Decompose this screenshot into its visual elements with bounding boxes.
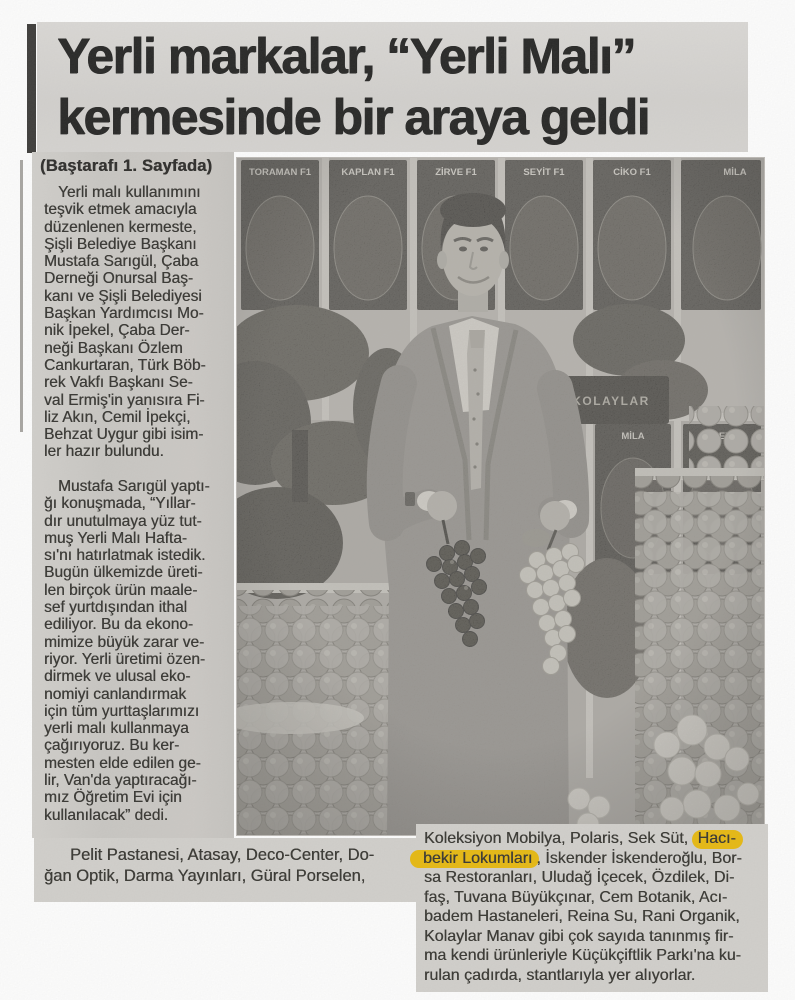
sponsor-line-1-text: Koleksiyon Mobilya, Polaris, Sek Süt,: [424, 830, 689, 847]
text-line: rulan çadırda, stantlarıyla yer alıyorlar.: [424, 966, 696, 984]
sponsor-lines-rest: [424, 868, 768, 985]
text-line: sı'nı hatırlatmak istedik.: [44, 547, 206, 565]
text-line: için tüm yurttaşlarımızı: [44, 702, 200, 720]
text-line: kanı ve Şişli Belediyesi: [44, 287, 202, 305]
text-line: Yerli malı kullanımını: [58, 184, 201, 201]
text-line: kullanılacak” dedi.: [44, 806, 169, 824]
photo-illustration: [237, 158, 764, 835]
sponsor-text-block: [416, 824, 768, 992]
photo-vignette: [237, 158, 764, 835]
headline-line-1: Yerli markalar, “Yerli Malı”: [57, 28, 635, 84]
text-line: Kolaylar Manav gibi çok sayıda tanınmış fir-: [424, 927, 734, 945]
text-line: mız Öğretim Evi için: [44, 789, 182, 807]
body-paragraph-2: [44, 478, 236, 824]
text-line: faş, Tuvana Büyükçınar, Cem Botanik, Acı-: [424, 888, 728, 906]
text-line: yerli malı kullanmaya: [44, 720, 189, 738]
text-line: Başkan Yardımcısı Mo-: [44, 305, 204, 323]
highlighted-text: Hacı-: [692, 830, 743, 849]
text-line: val Ermiş'in yanısıra Fi-: [44, 391, 205, 409]
text-line: çağırıyoruz. Bu ker-: [44, 737, 180, 755]
text-line: sa Restoranları, Uludağ İçecek, Özdilek, Di-: [424, 869, 735, 886]
sponsor-line-2: [424, 849, 768, 869]
text-line: badem Hastaneleri, Reina Su, Rani Organik,: [424, 908, 740, 925]
text-line: Şişli Belediye Başkanı: [44, 235, 197, 253]
headline-strip: [37, 22, 748, 152]
text-line: dır unutulmaya yüz tut-: [44, 512, 202, 530]
headline-left-bar: [27, 24, 36, 153]
caption-line-2: ğan Optik, Darma Yayınları, Güral Porselen,: [44, 867, 366, 885]
text-line: muş Yerli Malı Hafta-: [44, 529, 187, 547]
text-line: mimize büyük zarar ve-: [44, 633, 205, 651]
text-line: Cankurtaran, Türk Böb-: [44, 356, 206, 374]
sponsor-line-1: [424, 829, 768, 849]
text-line: Mustafa Sarıgül, Çaba: [44, 253, 199, 271]
body-paragraph-1: [44, 184, 236, 461]
text-line: neği Başkanı Özlem: [44, 339, 183, 357]
caption-line-1: Pelit Pastanesi, Atasay, Deco-Center, Do-: [70, 846, 375, 864]
article-photo: [237, 158, 764, 835]
highlighted-text: bekir Lokumları: [410, 850, 539, 869]
text-line: lir, Van'da yaptıracağı-: [44, 772, 197, 790]
text-line: ğı konuşmada, “Yıllar-: [44, 495, 196, 513]
text-line: len birçok ürün maale-: [44, 581, 198, 599]
headline-line-2: kermesinde bir araya geldi: [57, 89, 649, 145]
text-line: Mustafa Sarıgül yaptı-: [58, 478, 210, 495]
sponsor-line-2-text: , İskender İskenderoğlu, Bor-: [536, 849, 742, 867]
text-line: rek Vakfı Başkanı Se-: [44, 374, 193, 392]
clipping-fold-shadow: [20, 160, 23, 432]
continuation-note: (Baştarafı 1. Sayfada): [40, 157, 213, 175]
text-line: dirmek ve ulusal eko-: [44, 668, 191, 686]
text-line: ediliyor. Bu da ekono-: [44, 616, 194, 634]
article-headline: [57, 26, 748, 148]
text-line: nomiyi canlandırmak: [44, 685, 187, 703]
text-line: ler hazır bulundu.: [44, 443, 164, 461]
text-line: Derneği Onursal Baş-: [44, 270, 194, 288]
text-line: riyor. Yerli üretimi özen-: [44, 650, 206, 668]
text-line: ma kendi ürünleriyle Küçükçiftlik Parkı'na ku-: [424, 947, 741, 964]
text-line: Behzat Uygur gibi isim-: [44, 426, 204, 444]
text-line: teşvik etmek amacıyla: [44, 201, 197, 219]
text-line: liz Akın, Cemil İpekçi,: [44, 408, 191, 426]
text-line: sef yurtdışından ithal: [44, 599, 188, 617]
caption-block: [34, 838, 416, 902]
text-line: mesten elde edilen ge-: [44, 754, 201, 772]
text-line: Bugün ülkemizde üreti-: [44, 564, 203, 582]
text-line: nik İpekel, Çaba Der-: [44, 322, 190, 340]
text-line: düzenlenen kermeste,: [44, 218, 197, 236]
